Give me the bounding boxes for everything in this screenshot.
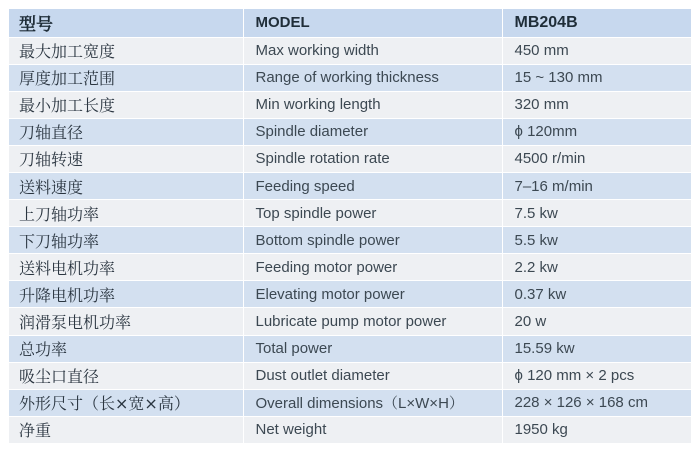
spec-value: ϕ 120 mm × 2 pcs (502, 362, 691, 389)
spec-name-zh: 刀轴转速 (9, 145, 243, 172)
spec-name-zh: 润滑泵电机功率 (9, 308, 243, 335)
spec-name-zh: 上刀轴功率 (9, 200, 243, 227)
table-row (9, 145, 691, 172)
spec-value: 450 mm (502, 37, 691, 64)
header-model-value: MB204B (502, 9, 691, 37)
spec-name-zh: 最小加工长度 (9, 91, 243, 118)
table-row (9, 172, 691, 199)
spec-rows (9, 37, 691, 443)
spec-value: ϕ 120mm (502, 118, 691, 145)
spec-value: 5.5 kw (502, 227, 691, 254)
table-row (9, 37, 691, 64)
spec-value: 7–16 m/min (502, 172, 691, 199)
spec-name-zh: 下刀轴功率 (9, 227, 243, 254)
spec-name-zh: 刀轴直径 (9, 118, 243, 145)
spec-value: 1950 kg (502, 416, 691, 443)
spec-name-en: Spindle rotation rate (243, 145, 502, 172)
spec-name-en: Feeding speed (243, 172, 502, 199)
spec-name-en: Range of working thickness (243, 64, 502, 91)
table-row (9, 308, 691, 335)
table-row (9, 227, 691, 254)
table-header-row (9, 9, 691, 37)
table-row (9, 335, 691, 362)
spec-name-zh: 净重 (9, 416, 243, 443)
spec-name-zh: 最大加工宽度 (9, 37, 243, 64)
spec-name-en: Dust outlet diameter (243, 362, 502, 389)
spec-name-en: Total power (243, 335, 502, 362)
spec-name-en: Overall dimensions（L×W×H） (243, 389, 502, 416)
table-row (9, 118, 691, 145)
spec-name-zh: 送料速度 (9, 172, 243, 199)
spec-name-en: Min working length (243, 91, 502, 118)
spec-name-zh: 总功率 (9, 335, 243, 362)
table-row (9, 200, 691, 227)
spec-name-zh: 升降电机功率 (9, 281, 243, 308)
table-row (9, 416, 691, 443)
spec-name-zh: 送料电机功率 (9, 254, 243, 281)
table-row (9, 254, 691, 281)
spec-table (9, 9, 691, 444)
table-row (9, 362, 691, 389)
header-model-zh: 型号 (9, 9, 243, 37)
spec-name-en: Net weight (243, 416, 502, 443)
table-row (9, 389, 691, 416)
spec-value: 2.2 kw (502, 254, 691, 281)
spec-name-en: Feeding motor power (243, 254, 502, 281)
spec-value: 7.5 kw (502, 200, 691, 227)
spec-name-en: Max working width (243, 37, 502, 64)
spec-value: 228 × 126 × 168 cm (502, 389, 691, 416)
spec-name-en: Spindle diameter (243, 118, 502, 145)
table-row (9, 64, 691, 91)
spec-name-en: Bottom spindle power (243, 227, 502, 254)
spec-value: 20 w (502, 308, 691, 335)
spec-name-en: Elevating motor power (243, 281, 502, 308)
spec-value: 4500 r/min (502, 145, 691, 172)
spec-value: 15 ~ 130 mm (502, 64, 691, 91)
spec-value: 0.37 kw (502, 281, 691, 308)
spec-name-zh: 吸尘口直径 (9, 362, 243, 389)
header-model-en: MODEL (243, 9, 502, 37)
spec-value: 320 mm (502, 91, 691, 118)
table-row (9, 281, 691, 308)
spec-name-en: Top spindle power (243, 200, 502, 227)
table-row (9, 91, 691, 118)
spec-name-zh: 厚度加工范围 (9, 64, 243, 91)
spec-value: 15.59 kw (502, 335, 691, 362)
spec-name-zh: 外形尺寸（长×宽×高） (9, 389, 243, 416)
spec-name-en: Lubricate pump motor power (243, 308, 502, 335)
